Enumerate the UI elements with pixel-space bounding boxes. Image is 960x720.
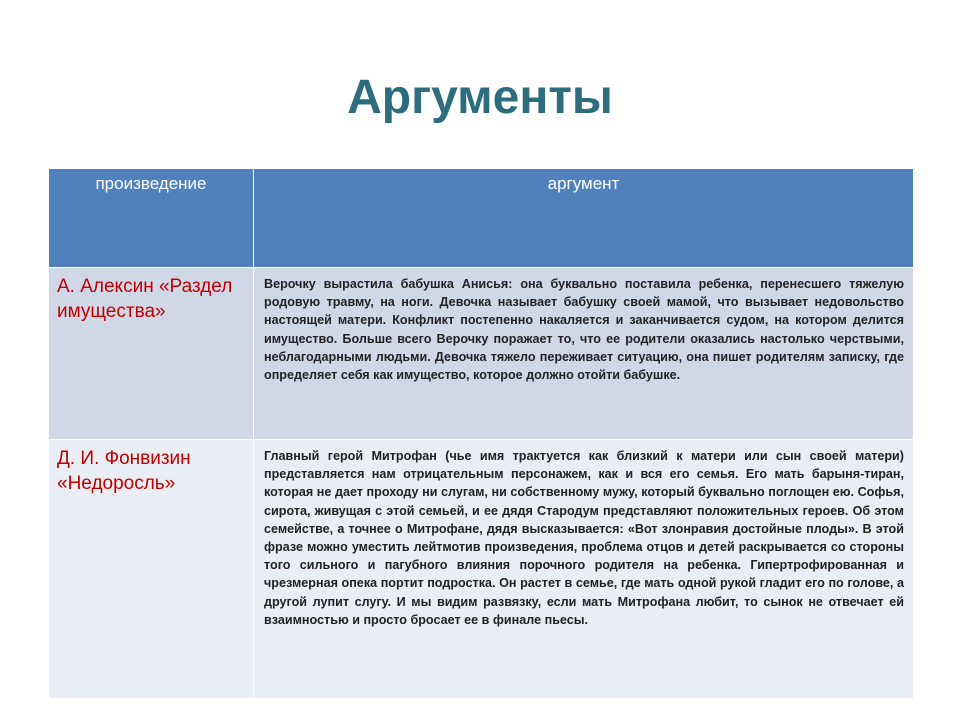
argument-cell: Главный герой Митрофан (чье имя трактуется как близкий к матери или сын своей матери) представляется нам отрицательным персонажем, как и вся его семья. Его мать барыня-тиран, которая не дает проходу ни слугам, ни собственному мужу, который буквально поглощен ею. Софья, сирота, живущая с этой семьей, и ее дядя Стародум представляют положительных героев. Об этом семействе, а точнее о Митрофане, дядя высказывается: «Вот злонравия достойные плоды». В этой фразе можно уместить лейтмотив произведения, проблема отцов и детей раскрывается со стороны того сильного и пагубного влияния порочного родителя на ребенка. Гипертрофированная и чрезмерная опека портит подростка. Он растет в семье, где мать одной рукой гладит его по голове, а другой лупит слугу. И мы видим развязку, если мать Митрофана любит, то сынок не отвечает ей взаимностью и просто бросает ее в финале пьесы. [254,440,914,699]
work-cell: А. Алексин «Раздел имущества» [49,268,254,440]
work-cell: Д. И. Фонвизин «Недоросль» [49,440,254,699]
table-header-row [49,169,914,268]
argument-cell: Верочку вырастила бабушка Анисья: она буквально поставила ребенка, перенесшего тяжелую родовую травму, на ноги. Девочка называет бабушку своей мамой, что вызывает недовольство настоящей матери. Конфликт постепенно накаляется и заканчивается судом, на котором делится имущество. Больше всего Верочку поражает то, что ее родители оказались настолько черствыми, неблагодарными людьми. Девочка тяжело переживает ситуацию, она пишет родителям записку, где определяет себя как имущество, которое должно отойти бабушке. [254,268,914,440]
arguments-table [48,168,914,699]
slide-title: Аргументы [347,71,613,124]
header-work: произведение [49,169,254,268]
header-argument: аргумент [254,169,914,268]
table-row [49,440,914,699]
table-row [49,268,914,440]
